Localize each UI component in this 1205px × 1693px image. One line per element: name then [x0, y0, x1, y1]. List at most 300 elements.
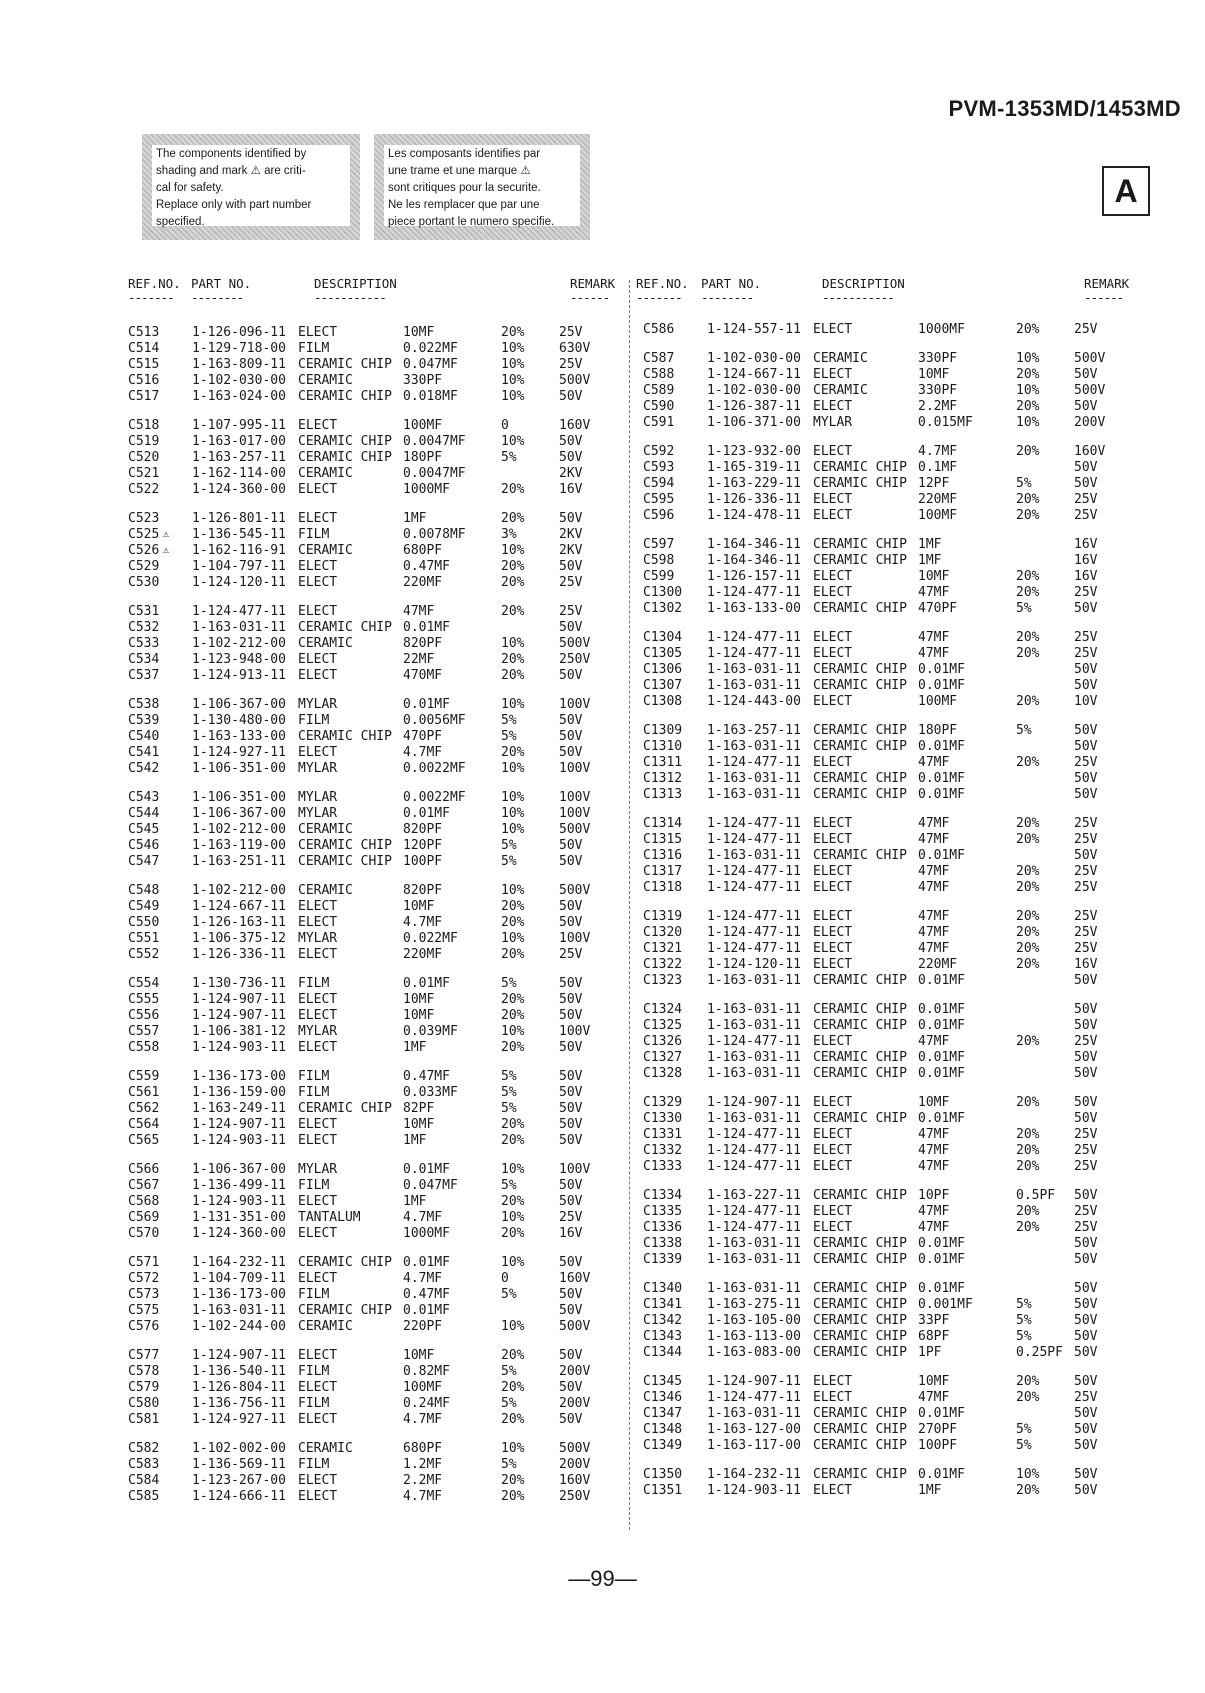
- tolerance: 5%: [1016, 475, 1032, 492]
- part-no: 1-106-351-00: [192, 789, 286, 806]
- part-no: 1-123-932-00: [707, 443, 801, 460]
- part-no: 1-126-163-11: [192, 914, 286, 931]
- component-type: ELECT: [813, 1203, 853, 1220]
- component-value: 820PF: [403, 635, 443, 652]
- component-type: ELECT: [298, 324, 338, 341]
- part-no: 1-124-477-11: [707, 1219, 801, 1236]
- voltage: 100V: [559, 789, 591, 806]
- voltage: 50V: [559, 744, 583, 761]
- part-no: 1-136-173-00: [192, 1286, 286, 1303]
- voltage: 50V: [1074, 738, 1098, 755]
- component-value: 47MF: [918, 879, 950, 896]
- voltage: 200V: [559, 1456, 591, 1473]
- component-value: 0.039MF: [403, 1023, 458, 1040]
- voltage: 50V: [1074, 366, 1098, 383]
- tolerance: 20%: [501, 1116, 525, 1133]
- tolerance: 20%: [501, 1472, 525, 1489]
- voltage: 25V: [1074, 1158, 1098, 1175]
- component-value: 10MF: [403, 1347, 435, 1364]
- component-value: 0.0056MF: [403, 712, 466, 729]
- component-type: FILM: [298, 340, 330, 357]
- component-value: 100MF: [918, 693, 958, 710]
- component-value: 820PF: [403, 821, 443, 838]
- component-type: CERAMIC: [298, 882, 353, 899]
- ref-no: C544: [128, 805, 160, 822]
- voltage: 50V: [1074, 786, 1098, 803]
- part-no: 1-124-120-11: [707, 956, 801, 973]
- ref-no: C583: [128, 1456, 160, 1473]
- part-no: 1-124-903-11: [707, 1482, 801, 1499]
- ref-no: C534: [128, 651, 160, 668]
- voltage: 100V: [559, 1023, 591, 1040]
- tolerance: 20%: [1016, 1126, 1040, 1143]
- part-no: 1-106-371-00: [707, 414, 801, 431]
- component-value: 10MF: [403, 1116, 435, 1133]
- voltage: 50V: [559, 837, 583, 854]
- notice-line: sont critiques pour la securite.: [388, 182, 541, 194]
- ref-no: C562: [128, 1100, 160, 1117]
- component-value: 0.01MF: [918, 1001, 965, 1018]
- part-no: 1-163-117-00: [707, 1437, 801, 1454]
- tolerance: 5%: [501, 1286, 517, 1303]
- ref-no: C1318: [643, 879, 683, 896]
- voltage: 50V: [559, 449, 583, 466]
- ref-no: C547: [128, 853, 160, 870]
- tolerance: 20%: [1016, 956, 1040, 973]
- safety-warning-icon: ⚠: [163, 544, 170, 557]
- tolerance: 20%: [501, 510, 525, 527]
- voltage: 500V: [559, 821, 591, 838]
- safety-notice-english: [142, 134, 360, 240]
- voltage: 16V: [559, 481, 583, 498]
- voltage: 50V: [559, 991, 583, 1008]
- col-header-desc: DESCRIPTION: [822, 276, 905, 291]
- component-value: 0.24MF: [403, 1395, 450, 1412]
- component-value: 270PF: [918, 1421, 958, 1438]
- ref-no: C556: [128, 1007, 160, 1024]
- ref-no: C1317: [643, 863, 683, 880]
- notice-line: shading and mark ⚠ are criti-: [156, 165, 306, 177]
- voltage: 500V: [1074, 350, 1106, 367]
- ref-no: C546: [128, 837, 160, 854]
- part-no: 1-124-477-11: [707, 863, 801, 880]
- ref-no: C1325: [643, 1017, 683, 1034]
- component-value: 1MF: [918, 552, 942, 569]
- component-value: 470MF: [403, 667, 443, 684]
- component-type: ELECT: [298, 1411, 338, 1428]
- tolerance: 0: [501, 1270, 509, 1287]
- tolerance: 10%: [501, 1254, 525, 1271]
- component-value: 1MF: [403, 510, 427, 527]
- component-type: CERAMIC CHIP: [813, 1405, 907, 1422]
- part-no: 1-124-477-11: [707, 815, 801, 832]
- ref-no: C1323: [643, 972, 683, 989]
- part-no: 1-124-903-11: [192, 1039, 286, 1056]
- component-value: 4.7MF: [403, 1488, 443, 1505]
- part-no: 1-136-540-11: [192, 1363, 286, 1380]
- component-type: CERAMIC CHIP: [298, 1254, 392, 1271]
- component-value: 10MF: [918, 1094, 950, 1111]
- component-type: ELECT: [298, 1488, 338, 1505]
- part-no: 1-163-031-11: [707, 738, 801, 755]
- voltage: 50V: [559, 1302, 583, 1319]
- part-no: 1-124-477-11: [707, 1203, 801, 1220]
- component-type: ELECT: [298, 558, 338, 575]
- ref-no: C578: [128, 1363, 160, 1380]
- component-value: 0.01MF: [403, 805, 450, 822]
- part-no: 1-124-907-11: [192, 1347, 286, 1364]
- tolerance: 5%: [501, 837, 517, 854]
- component-type: ELECT: [298, 417, 338, 434]
- part-no: 1-102-030-00: [707, 350, 801, 367]
- component-type: ELECT: [813, 443, 853, 460]
- component-type: ELECT: [298, 991, 338, 1008]
- voltage: 16V: [559, 1225, 583, 1242]
- component-type: CERAMIC: [813, 382, 868, 399]
- component-value: 0.047MF: [403, 1177, 458, 1194]
- tolerance: 20%: [501, 914, 525, 931]
- component-value: 1MF: [403, 1193, 427, 1210]
- ref-no: C593: [643, 459, 675, 476]
- tolerance: 10%: [501, 433, 525, 450]
- component-type: MYLAR: [298, 789, 338, 806]
- tolerance: 20%: [1016, 754, 1040, 771]
- ref-no: C564: [128, 1116, 160, 1133]
- ref-no: C551: [128, 930, 160, 947]
- part-no: 1-163-249-11: [192, 1100, 286, 1117]
- component-value: 1MF: [918, 536, 942, 553]
- component-value: 0.82MF: [403, 1363, 450, 1380]
- voltage: 500V: [559, 1440, 591, 1457]
- component-value: 47MF: [918, 940, 950, 957]
- voltage: 50V: [1074, 847, 1098, 864]
- tolerance: 5%: [501, 1177, 517, 1194]
- component-value: 10MF: [403, 324, 435, 341]
- notice-line: The components identified by: [156, 148, 307, 160]
- voltage: 50V: [1074, 1328, 1098, 1345]
- component-value: 47MF: [918, 815, 950, 832]
- component-value: 100PF: [403, 853, 443, 870]
- ref-no: C1314: [643, 815, 683, 832]
- ref-no: C550: [128, 914, 160, 931]
- ref-no: C1348: [643, 1421, 683, 1438]
- component-value: 330PF: [918, 382, 958, 399]
- tolerance: 20%: [1016, 815, 1040, 832]
- component-value: 0.01MF: [918, 738, 965, 755]
- voltage: 25V: [559, 324, 583, 341]
- notice-line: piece portant le numero specifie.: [388, 216, 555, 228]
- ref-no: C542: [128, 760, 160, 777]
- component-type: ELECT: [298, 1347, 338, 1364]
- part-no: 1-163-229-11: [707, 475, 801, 492]
- part-no: 1-107-995-11: [192, 417, 286, 434]
- voltage: 50V: [1074, 398, 1098, 415]
- col-rule: ------: [570, 290, 610, 305]
- component-value: 0.018MF: [403, 388, 458, 405]
- ref-no: C517: [128, 388, 160, 405]
- part-no: 1-104-709-11: [192, 1270, 286, 1287]
- voltage: 16V: [1074, 568, 1098, 585]
- part-no: 1-104-797-11: [192, 558, 286, 575]
- voltage: 50V: [1074, 1251, 1098, 1268]
- component-value: 10PF: [918, 1187, 950, 1204]
- part-no: 1-163-031-11: [707, 972, 801, 989]
- ref-no: C543: [128, 789, 160, 806]
- tolerance: 20%: [1016, 908, 1040, 925]
- voltage: 50V: [559, 1084, 583, 1101]
- component-value: 47MF: [918, 584, 950, 601]
- tolerance: 20%: [501, 1193, 525, 1210]
- voltage: 50V: [1074, 1235, 1098, 1252]
- part-no: 1-163-024-00: [192, 388, 286, 405]
- part-no: 1-163-031-11: [192, 1302, 286, 1319]
- part-no: 1-163-031-11: [707, 1110, 801, 1127]
- tolerance: 20%: [1016, 491, 1040, 508]
- component-type: CERAMIC CHIP: [813, 847, 907, 864]
- component-type: ELECT: [813, 908, 853, 925]
- voltage: 50V: [559, 1286, 583, 1303]
- col-header-remark: REMARK: [570, 276, 616, 291]
- part-no: 1-124-120-11: [192, 574, 286, 591]
- tolerance: 10%: [501, 1161, 525, 1178]
- component-value: 1.2MF: [403, 1456, 443, 1473]
- component-value: 47MF: [918, 645, 950, 662]
- ref-no: C541: [128, 744, 160, 761]
- ref-no: C530: [128, 574, 160, 591]
- component-value: 220MF: [918, 956, 958, 973]
- component-value: 47MF: [918, 1203, 950, 1220]
- tolerance: 5%: [1016, 600, 1032, 617]
- component-type: MYLAR: [298, 696, 338, 713]
- component-value: 47MF: [918, 1033, 950, 1050]
- component-value: 0.47MF: [403, 1068, 450, 1085]
- column-divider: [629, 280, 630, 1530]
- tolerance: 20%: [501, 667, 525, 684]
- part-no: 1-102-212-00: [192, 635, 286, 652]
- component-type: FILM: [298, 1363, 330, 1380]
- component-type: CERAMIC: [813, 350, 868, 367]
- voltage: 25V: [1074, 1126, 1098, 1143]
- component-type: CERAMIC CHIP: [298, 728, 392, 745]
- component-value: 4.7MF: [918, 443, 958, 460]
- tolerance: 0.25PF: [1016, 1344, 1063, 1361]
- component-type: CERAMIC CHIP: [813, 1437, 907, 1454]
- ref-no: C577: [128, 1347, 160, 1364]
- voltage: 50V: [1074, 1421, 1098, 1438]
- tolerance: 20%: [1016, 568, 1040, 585]
- col-rule: --------: [701, 290, 754, 305]
- part-no: 1-124-477-11: [707, 584, 801, 601]
- safety-warning-icon: ⚠: [163, 528, 170, 541]
- part-no: 1-162-116-91: [192, 542, 286, 559]
- tolerance: 5%: [501, 1395, 517, 1412]
- component-type: ELECT: [298, 898, 338, 915]
- component-type: ELECT: [298, 574, 338, 591]
- part-no: 1-163-809-11: [192, 356, 286, 373]
- tolerance: 10%: [501, 372, 525, 389]
- component-value: 820PF: [403, 882, 443, 899]
- voltage: 50V: [559, 975, 583, 992]
- tolerance: 20%: [1016, 1142, 1040, 1159]
- notice-line: Ne les remplacer que par une: [388, 199, 540, 211]
- tolerance: 10%: [501, 340, 525, 357]
- part-no: 1-131-351-00: [192, 1209, 286, 1226]
- component-type: ELECT: [813, 940, 853, 957]
- part-no: 1-124-477-11: [707, 831, 801, 848]
- component-value: 0.01MF: [403, 1254, 450, 1271]
- component-value: 10MF: [403, 1007, 435, 1024]
- component-type: ELECT: [813, 507, 853, 524]
- ref-no: C586: [643, 321, 675, 338]
- component-value: 100PF: [918, 1437, 958, 1454]
- component-type: ELECT: [813, 568, 853, 585]
- voltage: 50V: [1074, 1466, 1098, 1483]
- component-value: 10MF: [918, 1373, 950, 1390]
- tolerance: 10%: [501, 1023, 525, 1040]
- part-no: 1-102-002-00: [192, 1440, 286, 1457]
- ref-no: C597: [643, 536, 675, 553]
- component-value: 1PF: [918, 1344, 942, 1361]
- voltage: 25V: [1074, 321, 1098, 338]
- voltage: 250V: [559, 651, 591, 668]
- component-value: 0.01MF: [918, 1280, 965, 1297]
- component-type: CERAMIC CHIP: [813, 972, 907, 989]
- component-type: CERAMIC CHIP: [813, 722, 907, 739]
- component-value: 82PF: [403, 1100, 435, 1117]
- tolerance: 20%: [1016, 443, 1040, 460]
- tolerance: 20%: [501, 603, 525, 620]
- tolerance: 20%: [501, 574, 525, 591]
- part-no: 1-163-257-11: [707, 722, 801, 739]
- voltage: 50V: [1074, 1110, 1098, 1127]
- component-type: CERAMIC CHIP: [298, 433, 392, 450]
- voltage: 50V: [559, 914, 583, 931]
- notice-line: Les composants identifies par: [388, 148, 541, 160]
- part-no: 1-102-212-00: [192, 821, 286, 838]
- ref-no: C1339: [643, 1251, 683, 1268]
- tolerance: 20%: [501, 1379, 525, 1396]
- part-no: 1-124-903-11: [192, 1193, 286, 1210]
- ref-no: C582: [128, 1440, 160, 1457]
- tolerance: 5%: [1016, 1421, 1032, 1438]
- voltage: 25V: [1074, 1389, 1098, 1406]
- tolerance: 0: [501, 417, 509, 434]
- part-no: 1-163-105-00: [707, 1312, 801, 1329]
- ref-no: C561: [128, 1084, 160, 1101]
- voltage: 160V: [1074, 443, 1106, 460]
- component-value: 0.015MF: [918, 414, 973, 431]
- part-no: 1-124-360-00: [192, 481, 286, 498]
- ref-no: C1336: [643, 1219, 683, 1236]
- ref-no: C587: [643, 350, 675, 367]
- component-value: 470PF: [403, 728, 443, 745]
- part-no: 1-136-159-00: [192, 1084, 286, 1101]
- component-type: CERAMIC CHIP: [813, 770, 907, 787]
- component-type: CERAMIC CHIP: [813, 1296, 907, 1313]
- component-type: CERAMIC: [298, 1318, 353, 1335]
- ref-no: C559: [128, 1068, 160, 1085]
- part-no: 1-124-903-11: [192, 1132, 286, 1149]
- ref-no: C1310: [643, 738, 683, 755]
- part-no: 1-163-257-11: [192, 449, 286, 466]
- component-type: FILM: [298, 1286, 330, 1303]
- component-value: 47MF: [918, 924, 950, 941]
- part-no: 1-126-336-11: [192, 946, 286, 963]
- ref-no: C1342: [643, 1312, 683, 1329]
- voltage: 25V: [1074, 924, 1098, 941]
- part-no: 1-124-907-11: [707, 1373, 801, 1390]
- component-type: TANTALUM: [298, 1209, 361, 1226]
- part-no: 1-124-477-11: [707, 1389, 801, 1406]
- ref-no: C1312: [643, 770, 683, 787]
- col-header-remark: REMARK: [1084, 276, 1130, 291]
- part-no: 1-163-133-00: [707, 600, 801, 617]
- component-value: 10MF: [403, 898, 435, 915]
- voltage: 50V: [559, 667, 583, 684]
- component-type: FILM: [298, 1456, 330, 1473]
- component-type: CERAMIC CHIP: [813, 1251, 907, 1268]
- voltage: 25V: [1074, 507, 1098, 524]
- component-value: 1000MF: [918, 321, 965, 338]
- part-no: 1-136-545-11: [192, 526, 286, 543]
- voltage: 500V: [559, 372, 591, 389]
- component-value: 0.047MF: [403, 356, 458, 373]
- part-no: 1-163-031-11: [707, 1235, 801, 1252]
- tolerance: 10%: [501, 760, 525, 777]
- ref-no: C558: [128, 1039, 160, 1056]
- ref-no: C1335: [643, 1203, 683, 1220]
- component-value: 470PF: [918, 600, 958, 617]
- tolerance: 5%: [501, 1084, 517, 1101]
- part-no: 1-126-387-11: [707, 398, 801, 415]
- component-type: ELECT: [813, 831, 853, 848]
- tolerance: 20%: [1016, 831, 1040, 848]
- ref-no: C567: [128, 1177, 160, 1194]
- voltage: 25V: [1074, 1203, 1098, 1220]
- ref-no: C1347: [643, 1405, 683, 1422]
- ref-no: C1326: [643, 1033, 683, 1050]
- component-type: CERAMIC CHIP: [298, 449, 392, 466]
- ref-no: C1315: [643, 831, 683, 848]
- ref-no: C1345: [643, 1373, 683, 1390]
- ref-no: C1307: [643, 677, 683, 694]
- part-no: 1-124-477-11: [707, 924, 801, 941]
- component-type: ELECT: [298, 481, 338, 498]
- component-type: ELECT: [813, 321, 853, 338]
- ref-no: C518: [128, 417, 160, 434]
- voltage: 200V: [559, 1363, 591, 1380]
- ref-no: C1320: [643, 924, 683, 941]
- col-rule: --------: [191, 290, 244, 305]
- part-no: 1-124-477-11: [707, 879, 801, 896]
- component-value: 47MF: [403, 603, 435, 620]
- component-value: 0.01MF: [403, 619, 450, 636]
- component-value: 10MF: [918, 366, 950, 383]
- ref-no: C596: [643, 507, 675, 524]
- voltage: 25V: [1074, 831, 1098, 848]
- component-type: ELECT: [813, 1373, 853, 1390]
- part-no: 1-163-031-11: [707, 1065, 801, 1082]
- component-type: FILM: [298, 1068, 330, 1085]
- voltage: 50V: [1074, 677, 1098, 694]
- component-value: 47MF: [918, 1142, 950, 1159]
- voltage: 25V: [1074, 1142, 1098, 1159]
- component-type: FILM: [298, 526, 330, 543]
- tolerance: 20%: [1016, 1094, 1040, 1111]
- voltage: 25V: [1074, 879, 1098, 896]
- notice-line: Replace only with part number: [156, 199, 312, 211]
- tolerance: 5%: [501, 1068, 517, 1085]
